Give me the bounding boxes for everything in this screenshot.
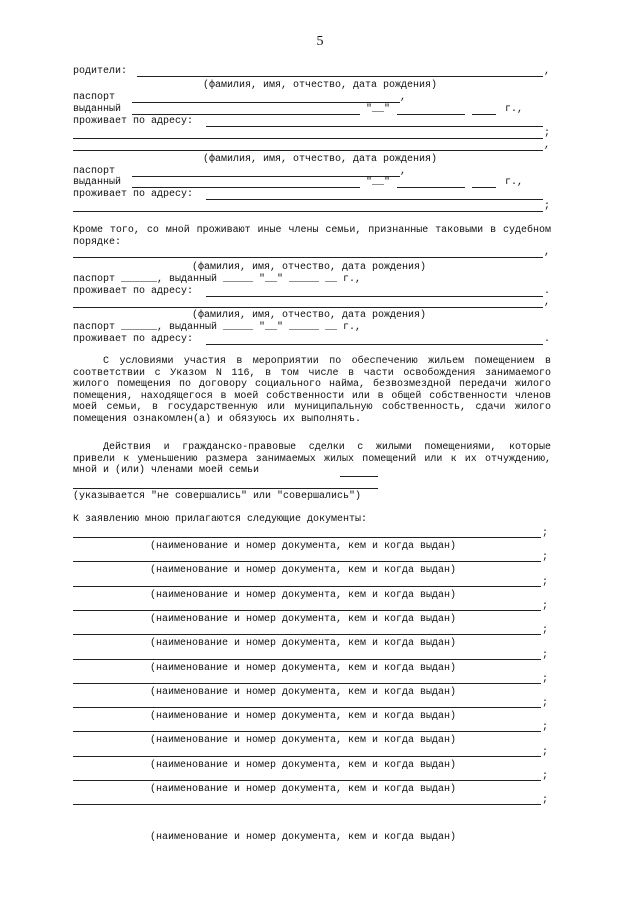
document-entry-caption: (наименование и номер документа, кем и когда выдан) xyxy=(150,565,457,577)
parent-1-day-quote: "__" xyxy=(366,104,391,115)
parent-2-issued-line xyxy=(132,187,360,188)
parent-1-month-line xyxy=(397,114,465,115)
parent-2-year-suffix: г., xyxy=(505,177,524,188)
page-number: 5 xyxy=(316,34,324,49)
document-entry-line xyxy=(73,659,541,660)
parent-1-address-line-2 xyxy=(73,138,543,139)
transactions-answer-line xyxy=(73,488,378,489)
other-1-fio-caption: (фамилия, имя, отчество, дата рождения) xyxy=(192,262,427,273)
document-entry-line xyxy=(73,610,541,611)
document-entry-caption: (наименование и номер документа, кем и когда выдан) xyxy=(150,662,457,674)
document-entry-caption: (наименование и номер документа, кем и когда выдан) xyxy=(150,638,457,650)
parent-1-passport-line xyxy=(132,102,400,103)
parent-1-issued-label: выданный xyxy=(73,104,122,115)
document-entry-line xyxy=(73,683,541,684)
other-1-passport-label: паспорт ______, выданный _____ "__" _____ __ г., xyxy=(73,274,362,285)
parent-2-day-quote: "__" xyxy=(366,177,391,188)
document-entry-line xyxy=(73,586,541,587)
other-2-passport-label: паспорт ______, выданный _____ "__" _____ __ г., xyxy=(73,322,362,333)
parent-1-fio-line xyxy=(137,76,543,77)
document-entry-line xyxy=(73,634,541,635)
document-entry-caption: (наименование и номер документа, кем и когда выдан) xyxy=(150,735,457,747)
document-entry-line xyxy=(73,756,541,757)
other-1-address-label: проживает по адресу: xyxy=(73,286,194,297)
documents-intro: К заявлению мною прилагаются следующие документы: xyxy=(73,514,368,525)
others-intro: Кроме того, со мной проживают иные члены семьи, признанные таковыми в судебном порядке: xyxy=(73,225,551,248)
parent-2-passport-line xyxy=(132,176,400,177)
other-2-fio-caption: (фамилия, имя, отчество, дата рождения) xyxy=(192,310,427,321)
parent-1-passport-label: паспорт xyxy=(73,92,116,103)
parents-label: родители: xyxy=(73,66,128,77)
parent-2-fio-line xyxy=(73,150,543,151)
parent-1-address-line-1 xyxy=(206,126,543,127)
transactions-note: (указывается "не совершались" или "совершались") xyxy=(73,491,362,502)
parent-1-fio-caption: (фамилия, имя, отчество, дата рождения) xyxy=(202,80,438,91)
document-entry-line xyxy=(73,804,541,805)
parent-2-month-line xyxy=(397,187,465,188)
parent-1-issued-line xyxy=(132,114,360,115)
parent-1-year-suffix: г., xyxy=(505,104,524,115)
parent-2-address-label: проживает по адресу: xyxy=(73,189,194,200)
conditions-paragraph: С условиями участия в мероприятии по обеспечению жильем помещением в соответствии с Указом N 116, в том числе в части освобождения занимаемого жилого помещения по договору социального найма, безвозмездной передачи жилого помещения, находящегося в моей собственности или в общей собственности членов моей семьи, в государственную или муниципальную собственность, сдачи жилого помещения ознакомлен(а) и обязуюсь их выполнять. xyxy=(73,356,551,425)
other-2-address-label: проживает по адресу: xyxy=(73,334,194,345)
document-entry-caption: (наименование и номер документа, кем и когда выдан) xyxy=(150,784,457,795)
parent-2-address-line-2 xyxy=(73,211,543,212)
transactions-paragraph: Действия и гражданско-правовые сделки с жилыми помещениями, которые привели к уменьшению размера занимаемых жилых помещений или к их отчуждению, мной и (или) членами моей семьи xyxy=(73,442,551,476)
parent-2-year-line xyxy=(472,187,496,188)
document-entry-line xyxy=(73,731,541,732)
parent-2-passport-label: паспорт xyxy=(73,166,116,177)
document-entry-caption: (наименование и номер документа, кем и когда выдан) xyxy=(150,686,457,698)
document-entry-line xyxy=(73,780,541,781)
document-entry-caption: (наименование и номер документа, кем и когда выдан) xyxy=(150,832,457,844)
parent-2-address-line-1 xyxy=(206,199,543,200)
document-entry-caption: (наименование и номер документа, кем и когда выдан) xyxy=(150,613,457,625)
document-entry-caption: (наименование и номер документа, кем и когда выдан) xyxy=(150,589,457,601)
document-entry-caption: (наименование и номер документа, кем и когда выдан) xyxy=(150,541,457,552)
transactions-inline-line xyxy=(340,476,378,477)
document-entry-caption: (наименование и номер документа, кем и когда выдан) xyxy=(150,759,457,771)
document-entry-line xyxy=(73,707,541,708)
other-1-fio-line xyxy=(73,257,543,258)
other-2-address-line-1 xyxy=(206,344,543,345)
other-1-address-line-1 xyxy=(206,296,543,297)
document-entry-caption: (наименование и номер документа, кем и когда выдан) xyxy=(150,711,457,723)
document-entry-line xyxy=(73,537,541,538)
other-2-fio-line xyxy=(73,307,543,308)
parent-1-year-line xyxy=(472,114,496,115)
parent-2-fio-caption: (фамилия, имя, отчество, дата рождения) xyxy=(202,154,438,165)
parent-2-issued-label: выданный xyxy=(73,177,122,188)
document-entry-line xyxy=(73,561,541,562)
document-page: 5 родители: , (фамилия, имя, отчество, дата рождения) паспорт , выданный "__" г., проживает по адресу: ; , (фамилия, имя, отчество, дата рождения) паспорт , выданный "__" г., проживает по адресу: ; Кроме того, со мной проживают иные члены семьи, признанные таковыми в судебном порядке: , (фамилия, имя, отчество, дата рождения) паспорт ______, выданный _____ "__" _____ __ г., проживает по адресу: . , (фамилия, имя, отчество, дата рождения) паспорт ______, выданный _____ "__" _____ __ г., проживает по адресу: . С условиями участия в мероприятии по обеспечению жильем помещением в соответствии с Указом N 116, в том числе в части освобождения занимаемого жилого помещения по договору социального найма, безвозмездной передачи жилого помещения, находящегося в моей собственности или в общей собственности членов моей семьи, в государственную или муниципальную собственность, сдачи жилого помещения ознакомлен(а) и обязуюсь их выполнять. Действия и гражданско-правовые сделки с жилыми помещениями, которые привели к уменьшению размера занимаемых жилых помещений или к их отчуждению, мной и (или) членами моей семьи (указывается "не совершались" или "совершались") К заявлению мною прилагаются следующие документы: ; (наименование и номер документа, кем и когда выдан) ; (наименование и номер документа, кем и когда выдан) ; (наименование и номер документа, кем и когда выдан) ; (наименование и номер документа, кем и когда выдан) ; (наименование и номер документа, кем и когда выдан) ; (наименование и номер документа, кем и когда выдан) ; (наименование и номер документа, кем и когда выдан) ; (наименование и номер документа, кем и когда выдан) ; (наименование и номер документа, кем и когда выдан) ; (наименование и номер документа, кем и когда выдан) ; (наименование и номер документа, кем и когда выдан) ; (наименование и номер документа, кем и когда выдан) xyxy=(0,0,640,905)
parent-1-address-label: проживает по адресу: xyxy=(73,116,194,127)
